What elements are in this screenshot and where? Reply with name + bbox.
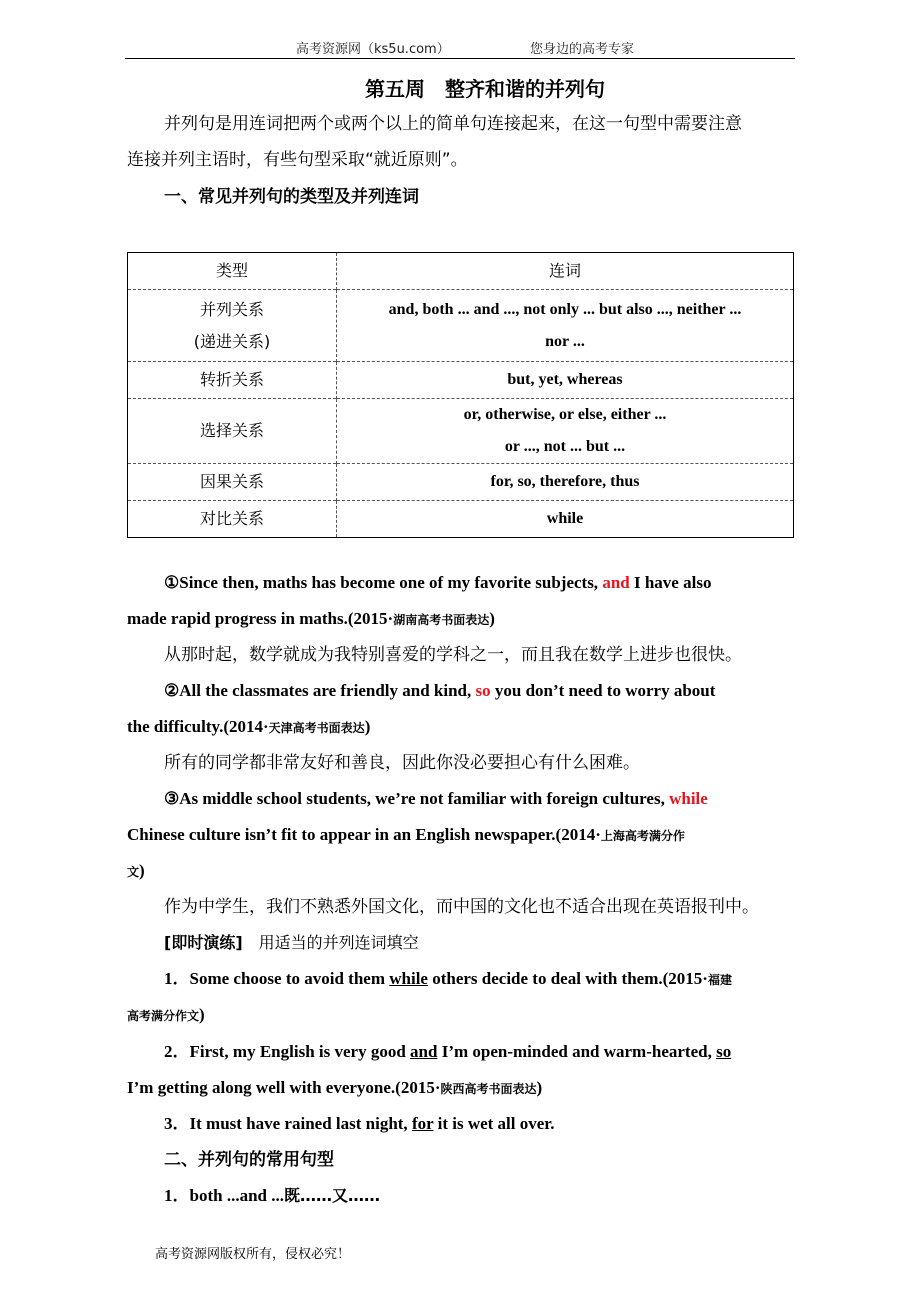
- type-cell: 因果关系: [128, 464, 337, 501]
- conj-cell: for, so, therefore, thus: [337, 464, 794, 501]
- highlight-conj: and: [602, 573, 630, 592]
- source-label: 湖南高考书面表达: [393, 613, 490, 627]
- answer: while: [389, 969, 428, 988]
- pattern-item: 1．both ...and ...既……又……: [164, 1186, 380, 1205]
- conj-cell: but, yet, whereas: [337, 362, 794, 399]
- header-site: 高考资源网（ks5u.com）: [296, 42, 450, 57]
- conj-cell: while: [337, 501, 794, 538]
- table-row: [128, 464, 794, 501]
- example-line: ①Since then, maths has become one of my favorite subjects, and I have also: [164, 573, 712, 592]
- header-conj: 连词: [548, 261, 581, 280]
- practice-item: I’m getting along well with everyone.(2015·陕西高考书面表达): [127, 1078, 543, 1097]
- example-line: 文): [127, 861, 145, 880]
- answer: so: [716, 1042, 732, 1061]
- translation: 作为中学生，我们不熟悉外国文化，而中国的文化也不适合出现在英语报刊中。: [164, 897, 759, 917]
- source-label: 上海高考满分作: [600, 829, 685, 843]
- type-cell: 选择关系: [128, 399, 337, 464]
- footer-copyright: 高考资源网版权所有，侵权必究！: [155, 1247, 351, 1262]
- conj-cell: and, both ... and ..., not only ... but also ..., neither ...: [388, 300, 742, 318]
- practice-item: 2．First, my English is very good and I’m open-minded and warm-hearted, so: [164, 1042, 732, 1061]
- source-label: 天津高考书面表达: [268, 721, 365, 735]
- table-row: [128, 501, 794, 538]
- example-line: made rapid progress in maths.(2015·湖南高考书面表达): [127, 609, 495, 628]
- header-type: 类型: [128, 253, 337, 290]
- conjunction-table: [127, 252, 794, 538]
- conj-cell: nor ...: [545, 332, 585, 350]
- practice-item: 1．Some choose to avoid them while others decide to deal with them.(2015·福建: [164, 969, 732, 988]
- translation: 所有的同学都非常友好和善良，因此你没必要担心有什么困难。: [164, 753, 640, 773]
- table-row: [128, 362, 794, 399]
- highlight-conj: so: [475, 681, 491, 700]
- section-heading: 二、并列句的常用句型: [164, 1150, 334, 1170]
- practice-item: 高考满分作文): [127, 1005, 205, 1024]
- type-cell: 转折关系: [128, 362, 337, 399]
- type-cell: 对比关系: [128, 501, 337, 538]
- conj-cell: or ..., not ... but ...: [504, 438, 626, 455]
- example-line: the difficulty.(2014·天津高考书面表达): [127, 717, 371, 736]
- header-slogan: 您身边的高考专家: [530, 42, 635, 57]
- practice-heading: [即时演练] 用适当的并列连词填空: [164, 933, 419, 952]
- table-row: [128, 399, 794, 464]
- answer: for: [411, 1114, 434, 1133]
- type-cell: 并列关系: [199, 299, 264, 319]
- table-row: [128, 290, 794, 362]
- table-header-row: [128, 253, 794, 290]
- section-heading: 一、常见并列句的类型及并列连词: [164, 187, 419, 207]
- conj-cell: or, otherwise, or else, either ...: [463, 406, 667, 423]
- translation: 从那时起，数学就成为我特别喜爱的学科之一，而且我在数学上进步也很快。: [164, 645, 742, 665]
- example-line: ②All the classmates are friendly and kind, so you don’t need to worry about: [164, 681, 716, 700]
- intro-line: 并列句是用连词把两个或两个以上的简单句连接起来，在这一句型中需要注意: [164, 114, 742, 134]
- answer: and: [410, 1042, 438, 1061]
- page-title: 第五周 整齐和谐的并列句: [365, 77, 605, 101]
- highlight-conj: while: [669, 789, 708, 808]
- header-rule: [125, 58, 795, 59]
- example-line: Chinese culture isn’t fit to appear in an English newspaper.(2014·上海高考满分作: [127, 825, 685, 844]
- example-line: ③As middle school students, we’re not familiar with foreign cultures, while: [164, 789, 708, 808]
- intro-line: 连接并列主语时，有些句型采取“就近原则”。: [127, 150, 468, 170]
- practice-item: 3．It must have rained last night, for it is wet all over.: [164, 1114, 555, 1133]
- type-cell: (递进关系): [193, 331, 271, 351]
